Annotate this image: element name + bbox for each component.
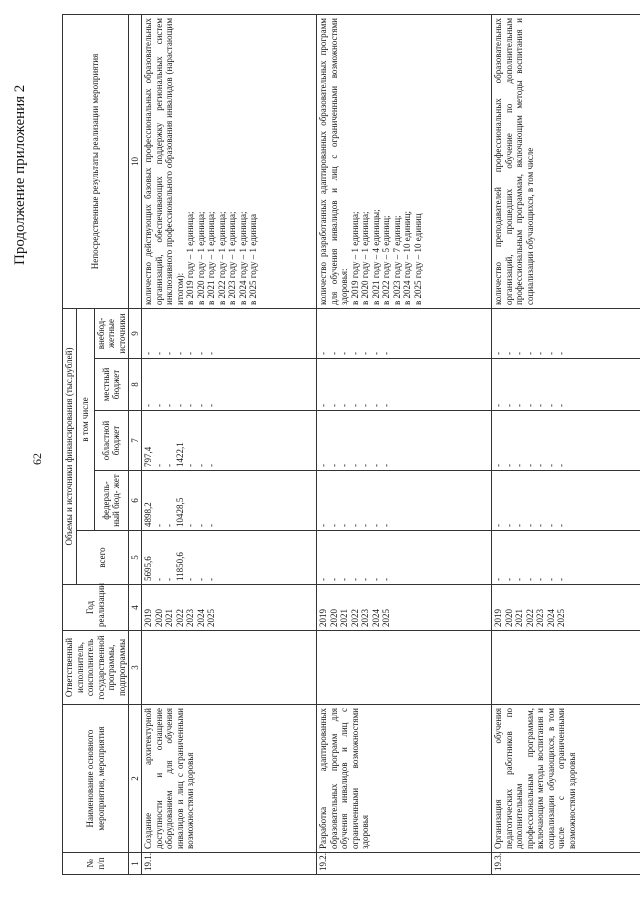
year-value: 2021 <box>164 609 174 627</box>
regional-value: - <box>185 464 195 467</box>
federal-value: - <box>349 524 360 527</box>
year-value: 2020 <box>153 609 164 627</box>
federal-value: - <box>524 524 535 527</box>
year-value: 2025 <box>381 609 391 627</box>
total-value: - <box>164 578 174 581</box>
row-number: 19.3. <box>492 853 640 875</box>
local-cell <box>142 359 317 411</box>
table-body <box>142 14 640 874</box>
total-value: - <box>493 578 503 581</box>
year-value: 2019 <box>493 609 503 627</box>
regional-value: 797,4 <box>143 446 153 467</box>
federal-value: - <box>370 524 381 527</box>
col-number: 4 <box>129 585 142 631</box>
regional-value: - <box>370 464 381 467</box>
col-header-incl: в том числе <box>76 308 94 530</box>
regional-value: - <box>328 464 339 467</box>
col-number: 2 <box>129 705 142 853</box>
col-number: 3 <box>129 631 142 705</box>
year-value: 2019 <box>318 609 328 627</box>
result-cell <box>492 14 640 308</box>
total-value: - <box>545 578 556 581</box>
col-header-year: Год реализации <box>63 585 129 631</box>
result-line: в 2021 году – 1 единица; <box>206 211 216 305</box>
regional-value: - <box>206 464 216 467</box>
page-number: 62 <box>30 453 44 465</box>
total-value: - <box>360 578 370 581</box>
federal-value: - <box>153 524 164 527</box>
total-value: - <box>185 578 195 581</box>
regional-value: - <box>535 464 545 467</box>
federal-value: - <box>339 524 349 527</box>
regional-cell <box>492 411 640 471</box>
appendix-caption: Продолжение приложения 2 <box>12 84 28 265</box>
column-number-row <box>129 14 142 874</box>
federal-value: - <box>164 524 174 527</box>
federal-value: - <box>503 524 514 527</box>
total-cell <box>317 531 492 585</box>
col-header-total: всего <box>76 531 129 585</box>
local-value: - <box>174 404 185 407</box>
regional-value: - <box>514 464 524 467</box>
local-value: - <box>514 404 524 407</box>
result-line: в 2025 году – 1 единица <box>248 213 258 305</box>
year-value: 2024 <box>545 609 556 627</box>
table-row <box>317 14 492 874</box>
offbudget-value: - <box>185 352 195 355</box>
result-line: в 2023 году – 7 единиц; <box>391 215 402 305</box>
offbudget-value: - <box>349 352 360 355</box>
offbudget-value: - <box>556 352 566 355</box>
local-value: - <box>370 404 381 407</box>
offbudget-cell <box>492 308 640 358</box>
year-value: 2023 <box>360 609 370 627</box>
result-line: в 2022 году – 5 единиц; <box>381 215 391 305</box>
local-value: - <box>493 404 503 407</box>
result-line: в 2020 году – 1 единица; <box>195 211 206 305</box>
year-value: 2021 <box>514 609 524 627</box>
col-header-responsible: Ответственный исполнитель, соисполнитель государственной программы, подпрограммы <box>63 631 129 705</box>
funding-table <box>62 14 640 875</box>
total-value: - <box>153 578 164 581</box>
year-value: 2021 <box>339 609 349 627</box>
year-value: 2025 <box>206 609 216 627</box>
federal-cell <box>492 471 640 531</box>
col-number: 5 <box>129 531 142 585</box>
year-value: 2025 <box>556 609 566 627</box>
result-line: в 2019 году – 1 единица; <box>185 211 195 305</box>
year-value: 2024 <box>370 609 381 627</box>
local-value: - <box>524 404 535 407</box>
regional-value: - <box>503 464 514 467</box>
regional-cell <box>317 411 492 471</box>
offbudget-value: - <box>514 352 524 355</box>
row-number: 19.2. <box>317 853 492 875</box>
total-value: - <box>524 578 535 581</box>
year-value: 2023 <box>185 609 195 627</box>
total-value: - <box>556 578 566 581</box>
federal-cell <box>317 471 492 531</box>
table-row <box>142 14 317 874</box>
offbudget-value: - <box>328 352 339 355</box>
federal-value: - <box>535 524 545 527</box>
col-header-funding: Объемы и источники финансирования (тыс.рублей) <box>63 308 77 584</box>
offbudget-value: - <box>206 352 216 355</box>
regional-value: - <box>349 464 360 467</box>
years-cell <box>142 585 317 631</box>
federal-value: - <box>318 524 328 527</box>
year-value: 2022 <box>174 609 185 627</box>
result-text: количество преподавателей профессиональных образовательных организаций, прошедших обучение по дополнительным профессиональным программам, включающим методы воспитания и социализации обучающихся, в том числе <box>493 17 535 305</box>
col-header-local: местный бюджет <box>94 359 129 411</box>
col-header-offbudget: внебюд- жетные источники <box>94 308 129 358</box>
total-value: - <box>535 578 545 581</box>
offbudget-value: - <box>381 352 391 355</box>
col-header-name: Наименование основного мероприятия, мероприятия <box>63 705 129 853</box>
responsible-cell <box>492 631 640 705</box>
result-line: в 2022 году – 1 единица; <box>216 211 227 305</box>
total-value: - <box>370 578 381 581</box>
activity-name: Разработка адаптированных образовательных программ для обучения инвалидов и лиц с ограниченными возможностями здоровья <box>317 705 492 853</box>
offbudget-value: - <box>164 352 174 355</box>
local-value: - <box>556 404 566 407</box>
regional-value: - <box>493 464 503 467</box>
result-line: в 2024 году – 1 единица; <box>237 211 248 305</box>
col-header-regional: областной бюджет <box>94 411 129 471</box>
year-value: 2022 <box>524 609 535 627</box>
year-value: 2020 <box>503 609 514 627</box>
regional-value: - <box>524 464 535 467</box>
federal-value: - <box>185 524 195 527</box>
offbudget-cell <box>142 308 317 358</box>
result-line: в 2019 году – 1 единица; <box>349 211 360 305</box>
regional-value: - <box>381 464 391 467</box>
federal-value: - <box>493 524 503 527</box>
offbudget-value: - <box>318 352 328 355</box>
result-cell <box>142 14 317 308</box>
regional-value: - <box>318 464 328 467</box>
offbudget-value: - <box>524 352 535 355</box>
regional-cell <box>142 411 317 471</box>
result-text: количество действующих базовых профессиональных образовательных организаций, обеспечивающих поддержку региональных систем инклюзивного профессионального образования инвалидов (нарастающим итогом): <box>143 17 185 305</box>
federal-cell <box>142 471 317 531</box>
total-value: - <box>514 578 524 581</box>
result-line: в 2020 году – 1 единица; <box>360 211 370 305</box>
years-cell <box>317 585 492 631</box>
year-value: 2023 <box>535 609 545 627</box>
result-line: в 2025 году – 10 единиц <box>412 213 423 305</box>
total-value: - <box>381 578 391 581</box>
federal-value: - <box>328 524 339 527</box>
total-value: - <box>349 578 360 581</box>
federal-value: 4898,2 <box>143 502 153 527</box>
total-value: - <box>503 578 514 581</box>
offbudget-value: - <box>339 352 349 355</box>
result-line: в 2024 году – 10 единиц; <box>402 210 412 305</box>
local-value: - <box>545 404 556 407</box>
col-number: 8 <box>129 359 142 411</box>
federal-value: - <box>514 524 524 527</box>
col-number: 10 <box>129 14 142 308</box>
offbudget-value: - <box>370 352 381 355</box>
federal-value: - <box>206 524 216 527</box>
federal-value: - <box>556 524 566 527</box>
total-value: - <box>318 578 328 581</box>
regional-value: - <box>153 464 164 467</box>
local-value: - <box>164 404 174 407</box>
col-number: 1 <box>129 853 142 875</box>
local-value: - <box>328 404 339 407</box>
year-value: 2024 <box>195 609 206 627</box>
result-text: количество разработанных адаптированных образовательных программ для обучения инвалидов и лиц с ограниченными возможностями здоровья: <box>318 17 349 305</box>
local-value: - <box>360 404 370 407</box>
activity-name: Создание архитектурной доступности и оснащение оборудованием для обучения инвалидов и лиц с ограниченными возможностями здоровья <box>142 705 317 853</box>
local-value: - <box>153 404 164 407</box>
years-cell <box>492 585 640 631</box>
local-value: - <box>381 404 391 407</box>
local-value: - <box>318 404 328 407</box>
row-number: 19.1. <box>142 853 317 875</box>
federal-value: - <box>195 524 206 527</box>
local-value: - <box>349 404 360 407</box>
col-number: 9 <box>129 308 142 358</box>
local-cell <box>492 359 640 411</box>
local-value: - <box>535 404 545 407</box>
regional-value: - <box>360 464 370 467</box>
regional-value: - <box>339 464 349 467</box>
local-value: - <box>339 404 349 407</box>
offbudget-value: - <box>493 352 503 355</box>
col-header-federal: федераль- ный бюд- жет <box>94 471 129 531</box>
activity-name: Организация обучения педагогических работников по дополнительным профессиональным программам, включающим методы воспитания и социализации обучающихся, в том числе с ограниченными возможностями здоровья <box>492 705 640 853</box>
total-value: - <box>339 578 349 581</box>
local-value: - <box>185 404 195 407</box>
regional-value: - <box>556 464 566 467</box>
offbudget-value: - <box>143 352 153 355</box>
total-value: 11850,6 <box>174 552 185 581</box>
year-value: 2019 <box>143 609 153 627</box>
col-header-results: Непосредственные результаты реализации мероприятия <box>63 14 129 308</box>
year-value: 2020 <box>328 609 339 627</box>
regional-value: - <box>164 464 174 467</box>
total-value: 5695,6 <box>143 556 153 581</box>
total-cell <box>142 531 317 585</box>
col-number: 6 <box>129 471 142 531</box>
local-value: - <box>206 404 216 407</box>
result-line: в 2021 году – 4 единицы; <box>370 209 381 305</box>
local-value: - <box>195 404 206 407</box>
col-number: 7 <box>129 411 142 471</box>
table-row <box>492 14 640 874</box>
offbudget-value: - <box>195 352 206 355</box>
total-value: - <box>195 578 206 581</box>
regional-value: 1422,1 <box>174 442 185 467</box>
total-cell <box>492 531 640 585</box>
offbudget-value: - <box>545 352 556 355</box>
offbudget-cell <box>317 308 492 358</box>
total-value: - <box>328 578 339 581</box>
result-cell <box>317 14 492 308</box>
offbudget-value: - <box>503 352 514 355</box>
offbudget-value: - <box>360 352 370 355</box>
year-value: 2022 <box>349 609 360 627</box>
regional-value: - <box>545 464 556 467</box>
offbudget-value: - <box>535 352 545 355</box>
local-value: - <box>503 404 514 407</box>
col-header-num: № п/п <box>63 853 129 875</box>
total-value: - <box>206 578 216 581</box>
regional-value: - <box>195 464 206 467</box>
local-cell <box>317 359 492 411</box>
responsible-cell <box>142 631 317 705</box>
federal-value: - <box>381 524 391 527</box>
offbudget-value: - <box>174 352 185 355</box>
federal-value: - <box>545 524 556 527</box>
responsible-cell <box>317 631 492 705</box>
federal-value: 10428,5 <box>174 497 185 527</box>
local-value: - <box>143 404 153 407</box>
offbudget-value: - <box>153 352 164 355</box>
result-line: в 2023 году – 1 единица; <box>227 211 237 305</box>
federal-value: - <box>360 524 370 527</box>
